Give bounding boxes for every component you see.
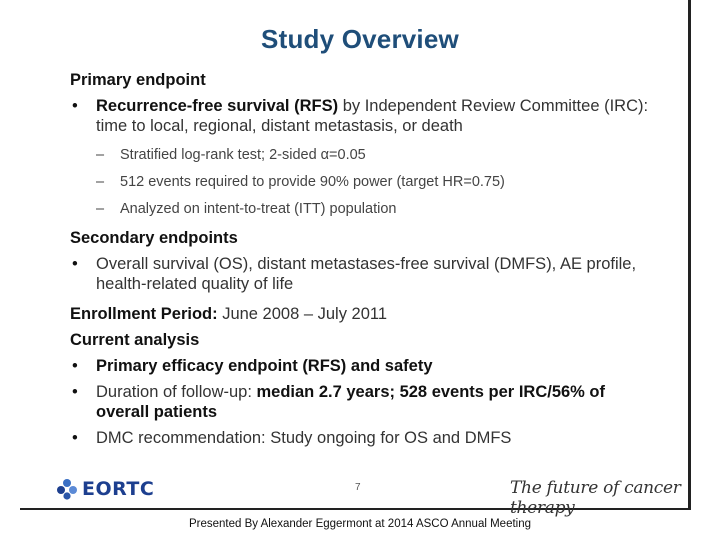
eortc-logo — [56, 478, 154, 500]
dmc-value: Study ongoing for OS and DMFS — [270, 429, 512, 447]
current-bullet-2 — [70, 382, 670, 422]
slide-footer — [0, 472, 720, 518]
enrollment-label: Enrollment Period: — [70, 305, 218, 323]
dmc-label: DMC recommendation: — [96, 429, 271, 447]
primary-endpoint-heading: Primary endpoint — [70, 71, 206, 89]
secondary-endpoints-heading: Secondary endpoints — [70, 229, 238, 247]
slide-border-right — [688, 0, 691, 510]
current-bullet-1 — [70, 356, 670, 376]
follow-up-label: Duration of follow-up: — [96, 383, 257, 401]
slide-content — [70, 66, 670, 448]
primary-sub-3: – Analyzed on intent-to-treat (ITT) population — [70, 199, 670, 219]
enrollment-value: June 2008 – July 2011 — [217, 305, 388, 323]
follow-up-value: median 2.7 years; 528 events per IRC/56% of — [256, 383, 605, 401]
presenter-caption: Presented By Alexander Eggermont at 2014 ASCO Annual Meeting — [188, 518, 532, 530]
primary-endpoint-bullet — [70, 96, 670, 136]
eortc-logo-icon — [56, 478, 78, 500]
rfs-desc: by Independent Review Committee (IRC): — [338, 97, 649, 115]
primary-sub-1: – Stratified log-rank test; 2-sided α=0.05 — [70, 145, 670, 165]
current-bullet-3 — [70, 428, 670, 448]
secondary-endpoints-bullet — [70, 254, 670, 294]
current-analysis-heading: Current analysis — [70, 331, 200, 349]
slide-title: Study Overview — [261, 24, 459, 54]
follow-up-value-line2: overall patients — [96, 403, 218, 421]
secondary-line1: Overall survival (OS), distant metastases-free survival (DMFS), AE profile, — [96, 255, 637, 273]
footer-tagline: The future of cancer therapy — [510, 478, 681, 518]
primary-sub-2: – 512 events required to provide 90% power (target HR=0.75) — [70, 172, 670, 192]
eortc-logo-text: EORTC — [82, 478, 155, 500]
secondary-line2: health-related quality of life — [96, 275, 294, 293]
enrollment-period — [70, 304, 670, 324]
current-bullet-1-text: Primary efficacy endpoint (RFS) and safety — [96, 357, 433, 375]
rfs-label: Recurrence-free survival (RFS) — [96, 97, 339, 115]
rfs-desc-line2: time to local, regional, distant metastasis, or death — [96, 117, 463, 135]
page-number: 7 — [355, 482, 361, 493]
